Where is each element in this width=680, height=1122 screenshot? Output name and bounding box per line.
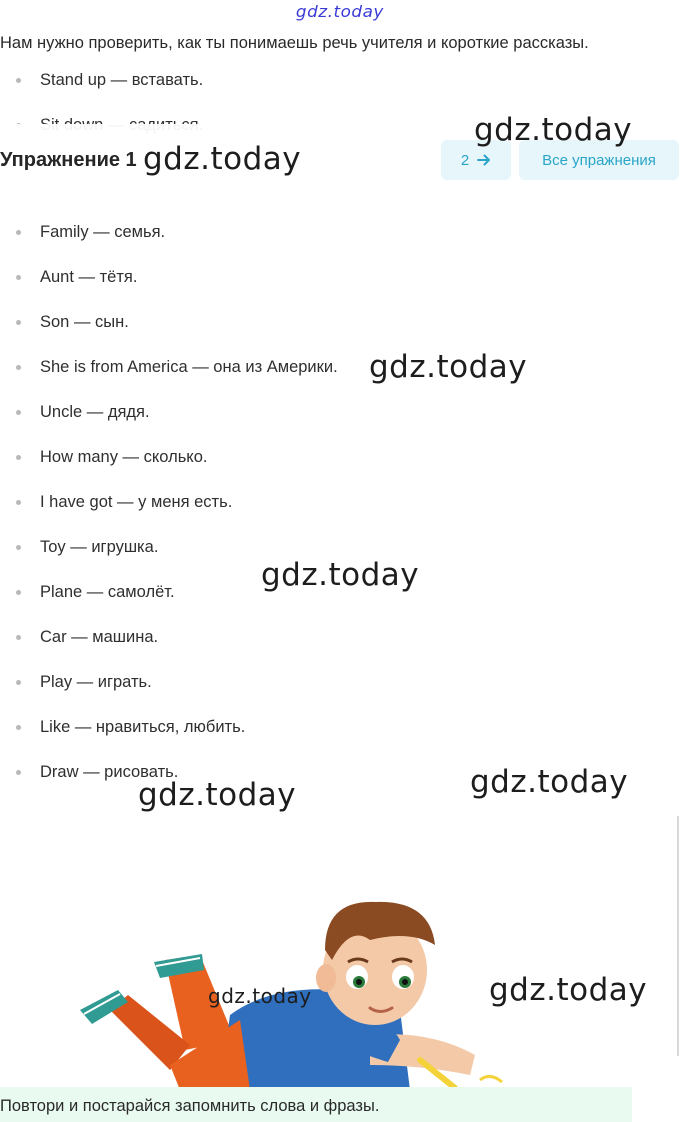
all-exercises-button[interactable]: Все упражнения bbox=[519, 140, 679, 180]
list-item bbox=[16, 68, 203, 92]
list-item-text: Plane — самолёт. bbox=[40, 582, 175, 601]
watermark: gdz.today bbox=[143, 141, 302, 177]
list-item bbox=[16, 535, 158, 559]
bullet-icon bbox=[16, 545, 21, 550]
watermark: gdz.today bbox=[208, 984, 312, 1008]
list-item-text: Family — семья. bbox=[40, 222, 166, 241]
list-item-text: I have got — у меня есть. bbox=[40, 492, 233, 511]
watermark: gdz.today bbox=[138, 777, 297, 813]
bullet-icon bbox=[16, 590, 21, 595]
list-item bbox=[16, 310, 129, 334]
bullet-icon bbox=[16, 410, 21, 415]
list-item bbox=[16, 400, 150, 424]
bullet-icon bbox=[16, 725, 21, 730]
list-item bbox=[16, 490, 232, 514]
list-item-text: She is from America — она из Америки. bbox=[40, 357, 338, 376]
bullet-icon bbox=[16, 455, 21, 460]
exercise-title: Упражнение 1 bbox=[0, 149, 137, 171]
bullet-icon bbox=[16, 365, 21, 370]
bullet-icon bbox=[16, 770, 21, 775]
bullet-icon bbox=[16, 320, 21, 325]
list-item-text: Play — играть. bbox=[40, 672, 152, 691]
list-item-text: Car — машина. bbox=[40, 627, 159, 646]
tip-text: Повтори и постарайся запомнить слова и фразы. bbox=[0, 1097, 380, 1115]
arrow-right-icon bbox=[477, 154, 491, 166]
list-item-text: Like — нравиться, любить. bbox=[40, 717, 246, 736]
list-item-text: How many — сколько. bbox=[40, 447, 208, 466]
list-item bbox=[16, 355, 338, 379]
bullet-icon bbox=[16, 500, 21, 505]
next-exercise-label: 2 bbox=[460, 151, 470, 169]
bullet-icon bbox=[16, 78, 21, 83]
site-logo[interactable]: gdz.today bbox=[295, 2, 384, 21]
watermark: gdz.today bbox=[369, 349, 528, 385]
list-item-text: Son — сын. bbox=[40, 312, 129, 331]
bullet-icon bbox=[16, 680, 21, 685]
bullet-icon bbox=[16, 230, 21, 235]
list-item bbox=[16, 265, 137, 289]
list-item bbox=[16, 220, 165, 244]
watermark: gdz.today bbox=[489, 972, 648, 1008]
list-item bbox=[16, 715, 245, 739]
list-item-text: Aunt — тётя. bbox=[40, 267, 138, 286]
list-item-text: Toy — игрушка. bbox=[40, 537, 159, 556]
bullet-icon bbox=[16, 635, 21, 640]
bullet-icon bbox=[16, 275, 21, 280]
list-item-text: Draw — рисовать. bbox=[40, 762, 179, 781]
list-item bbox=[16, 445, 207, 469]
list-item-text: Stand up — вставать. bbox=[40, 70, 204, 89]
intro-text: Нам нужно проверить, как ты понимаешь речь учителя и короткие рассказы. bbox=[0, 34, 589, 52]
list-item bbox=[16, 580, 175, 604]
list-item-text: Uncle — дядя. bbox=[40, 402, 150, 421]
watermark: gdz.today bbox=[470, 764, 629, 800]
list-item bbox=[16, 670, 152, 694]
list-item bbox=[16, 625, 158, 649]
watermark: gdz.today bbox=[261, 557, 420, 593]
watermark: gdz.today bbox=[474, 112, 633, 148]
scroll-divider bbox=[677, 816, 679, 1056]
